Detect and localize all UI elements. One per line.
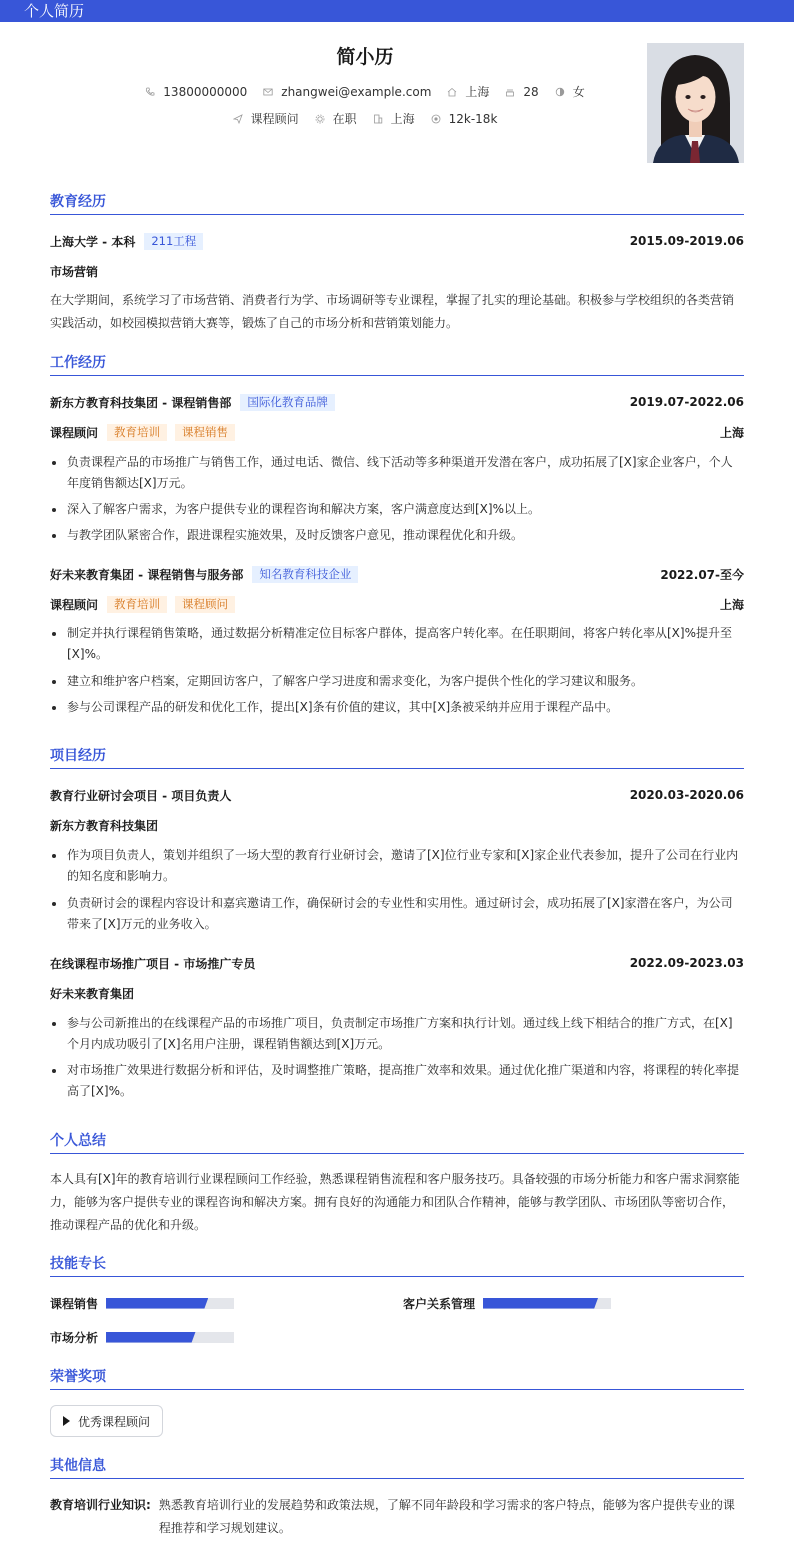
position-text: 课程顾问 [250, 112, 299, 126]
job-role: 课程顾问 [50, 425, 99, 440]
skill-name: 客户关系管理 [403, 1296, 476, 1311]
work-bullet: 参与公司课程产品的研发和优化工作，提出[X]条有价值的建议，其中[X]条被采纳并应用于课程产品中。 [50, 697, 744, 718]
skill-name: 课程销售 [50, 1296, 99, 1311]
other-info-item [50, 1494, 744, 1540]
building-icon [373, 114, 383, 124]
school-name: 上海大学 - 本科 [50, 234, 136, 249]
project-org-row [50, 983, 744, 1003]
education-major-row [50, 261, 744, 281]
job-intent-row [0, 110, 730, 127]
phone-info [145, 85, 247, 99]
position-info [233, 110, 299, 127]
job-role: 课程顾问 [50, 597, 99, 612]
status-icon [315, 114, 325, 124]
project-header-row [50, 953, 744, 973]
portrait-image [647, 43, 744, 163]
home-icon [447, 87, 457, 97]
role-tag: 课程销售 [175, 424, 235, 441]
skill-bar-fill [106, 1298, 208, 1309]
city-text: 上海 [465, 85, 490, 99]
skill-bar [106, 1298, 234, 1309]
play-triangle-icon [63, 1416, 70, 1426]
top-bar [0, 0, 794, 22]
age-icon [505, 87, 515, 97]
role-tag: 教育培训 [107, 596, 167, 613]
phone-icon [145, 87, 155, 97]
work-location: 上海 [719, 425, 744, 440]
age-text: 28 [523, 84, 539, 99]
candidate-name: 简小历 [336, 46, 394, 68]
send-icon [233, 114, 243, 124]
work-header-row [50, 392, 744, 412]
summary-text: 本人具有[X]年的教育培训行业课程顾问工作经验，熟悉课程销售流程和客户服务技巧。具备较强的市场分析能力和客户需求洞察能力，能够为客户提供专业的课程咨询和解决方案。拥有良好的沟通能力和团队合作精神，能够与教学团队、市场团队等密切合作，推动课程产品的优化和升级。 [50, 1172, 740, 1232]
skill-item [50, 1327, 234, 1347]
project-date: 2020.03-2020.06 [629, 788, 744, 802]
award-item[interactable] [50, 1405, 163, 1437]
project-name: 教育行业研讨会项目 - 项目负责人 [50, 788, 232, 803]
work-bullet: 建立和维护客户档案，定期回访客户，了解客户学习进度和需求变化，为客户提供个性化的学习建议和服务。 [50, 671, 744, 692]
school-tag: 211工程 [144, 233, 203, 250]
role-tag: 教育培训 [107, 424, 167, 441]
skill-bar [106, 1332, 234, 1343]
mail-icon [263, 87, 273, 97]
resume-header-title: 个人简历 [24, 2, 85, 20]
skills-section-title: 技能专长 [50, 1255, 744, 1277]
other-info-label: 教育培训行业知识: [50, 1498, 151, 1512]
project-bullet: 作为项目负责人，策划并组织了一场大型的教育行业研讨会，邀请了[X]位行业专家和[X]家企业代表参加，提升了公司在行业内的知名度和影响力。 [50, 845, 744, 887]
major: 市场营销 [50, 264, 99, 279]
work-role-row [50, 594, 744, 614]
summary-section-title: 个人总结 [50, 1132, 744, 1154]
other-info-text: 熟悉教育培训行业的发展趋势和政策法规，了解不同年龄段和学习需求的客户特点，能够为客户提供专业的课程推荐和学习规划建议。 [158, 1498, 735, 1535]
work-city-text: 上海 [390, 112, 415, 126]
company-tag: 国际化教育品牌 [240, 394, 335, 411]
gender-info [555, 83, 585, 100]
email-text: zhangwei@example.com [281, 84, 432, 99]
awards-section-title: 荣誉奖项 [50, 1368, 744, 1390]
work-location: 上海 [719, 597, 744, 612]
work-bullet: 负责课程产品的市场推广与销售工作，通过电话、微信、线下活动等多种渠道开发潜在客户，成功拓展了[X]家企业客户，个人年度销售额达[X]万元。 [50, 452, 744, 494]
project-header-row [50, 785, 744, 805]
salary-info [431, 112, 498, 126]
education-description: 在大学期间，系统学习了市场营销、消费者行为学、市场调研等专业课程，掌握了扎实的理论基础。积极参与学校组织的各类营销实践活动，如校园模拟营销大赛等，锻炼了自己的市场分析和营销策划能力。 [50, 293, 735, 330]
work-bullet: 制定并执行课程销售策略，通过数据分析精准定位目标客户群体，提高客户转化率。在任职期间，将客户转化率从[X]%提升至[X]%。 [50, 623, 744, 665]
work-city-info [373, 110, 415, 127]
age-info [505, 85, 538, 99]
status-text: 在职 [332, 112, 357, 126]
contact-row [0, 83, 730, 100]
project-bullet: 对市场推广效果进行数据分析和评估，及时调整推广策略，提高推广效率和效果。通过优化推广渠道和内容，将课程的转化率提高了[X]%。 [50, 1060, 744, 1102]
phone-text: 13800000000 [163, 84, 248, 99]
email-info [263, 85, 431, 99]
skill-item [403, 1293, 611, 1313]
skill-bar [483, 1298, 611, 1309]
company-name: 新东方教育科技集团 - 课程销售部 [50, 395, 232, 410]
award-name: 优秀课程顾问 [78, 1414, 151, 1429]
company-name: 好未来教育集团 - 课程销售与服务部 [50, 567, 244, 582]
role-tag: 课程顾问 [175, 596, 235, 613]
work-bullet: 与教学团队紧密合作，跟进课程实施效果，及时反馈客户意见，推动课程优化和升级。 [50, 525, 744, 546]
project-name: 在线课程市场推广项目 - 市场推广专员 [50, 956, 256, 971]
skill-item [50, 1293, 234, 1313]
skill-bar-fill [483, 1298, 598, 1309]
other-section-title: 其他信息 [50, 1457, 744, 1479]
project-org-row [50, 815, 744, 835]
status-info [315, 110, 357, 127]
project-bullet: 参与公司新推出的在线课程产品的市场推广项目，负责制定市场推广方案和执行计划。通过线上线下相结合的推广方式，在[X]个月内成功吸引了[X]名用户注册，课程销售额达到[X]万元。 [50, 1013, 744, 1055]
project-org: 好未来教育集团 [50, 986, 135, 1001]
skill-bar-fill [106, 1332, 196, 1343]
education-section-title: 教育经历 [50, 193, 744, 215]
education-date: 2015.09-2019.06 [629, 234, 744, 248]
skill-name: 市场分析 [50, 1330, 99, 1345]
work-date: 2019.07-2022.06 [629, 395, 744, 409]
salary-icon [431, 114, 441, 124]
gender-text: 女 [572, 85, 585, 99]
project-section-title: 项目经历 [50, 747, 744, 769]
city-info [447, 83, 489, 100]
work-role-row [50, 422, 744, 442]
project-date: 2022.09-2023.03 [629, 956, 744, 970]
work-date: 2022.07-至今 [660, 567, 744, 582]
work-header-row [50, 564, 744, 584]
gender-icon [555, 87, 565, 97]
project-bullet: 负责研讨会的课程内容设计和嘉宾邀请工作，确保研讨会的专业性和实用性。通过研讨会，成功拓展了[X]家潜在客户，为公司带来了[X]万元的业务收入。 [50, 893, 744, 935]
work-section-title: 工作经历 [50, 354, 744, 376]
project-org: 新东方教育科技集团 [50, 818, 159, 833]
salary-text: 12k-18k [448, 111, 498, 126]
work-bullet: 深入了解客户需求，为客户提供专业的课程咨询和解决方案，客户满意度达到[X]%以上。 [50, 499, 744, 520]
company-tag: 知名教育科技企业 [252, 566, 358, 583]
profile-photo [647, 43, 744, 163]
education-header-row [50, 231, 744, 251]
